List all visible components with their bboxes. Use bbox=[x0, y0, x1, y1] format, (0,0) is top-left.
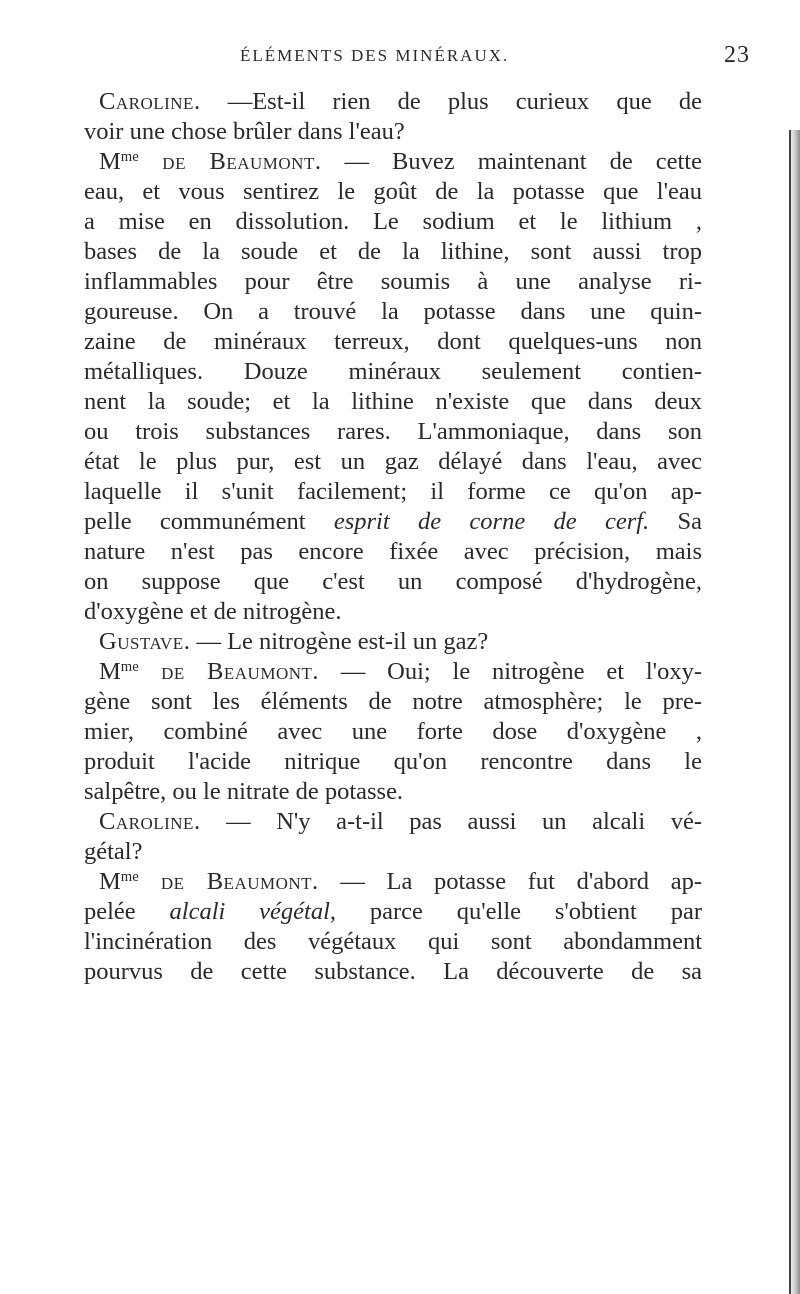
text-line: mier, combiné avec une forte dose d'oxygène , bbox=[84, 718, 702, 745]
text-line: produit l'acide nitrique qu'on rencontre dans le bbox=[84, 748, 702, 775]
text-line: gène sont les éléments de notre atmosphère; le pre- bbox=[84, 688, 702, 715]
text-line: $M^{me}$ de Beaumont. — Buvez maintenant de cette bbox=[99, 148, 702, 175]
text-line: métalliques. Douze minéraux seulement contien- bbox=[84, 358, 702, 385]
speaker-name: $M^{me}$ de Beaumont. bbox=[99, 658, 320, 685]
italic-phrase: esprit de corne de cerf. bbox=[333, 508, 650, 535]
speaker-name: $M^{me}$ de Beaumont. bbox=[99, 148, 322, 175]
text-line: zaine de minéraux terreux, dont quelques-uns non bbox=[84, 328, 702, 355]
text-line: nent la soude; et la lithine n'existe que dans deux bbox=[84, 388, 702, 415]
text-line: $M^{me}$ de Beaumont. — La potasse fut d'abord ap- bbox=[99, 868, 702, 895]
text-line: a mise en dissolution. Le sodium et le lithium , bbox=[84, 208, 702, 235]
text-line: nature n'est pas encore fixée avec précision, mais bbox=[84, 538, 702, 565]
text-line: bases de la soude et de la lithine, sont aussi trop bbox=[84, 238, 702, 265]
text-line: Gustave. — Le nitrogène est-il un gaz? bbox=[99, 628, 489, 655]
italic-phrase: alcali végétal, bbox=[169, 898, 337, 925]
text-line: goureuse. On a trouvé la potasse dans une quin- bbox=[84, 298, 702, 325]
text-line: inflammables pour être soumis à une analyse ri- bbox=[84, 268, 702, 295]
text-line: on suppose que c'est un composé d'hydrogène, bbox=[84, 568, 702, 595]
speaker-name: $M^{me}$ de Beaumont. bbox=[99, 868, 319, 895]
text-line: voir une chose brûler dans l'eau? bbox=[84, 118, 405, 145]
text-line: d'oxygène et de nitrogène. bbox=[84, 598, 342, 625]
text-line: l'incinération des végétaux qui sont abondamment bbox=[84, 928, 702, 955]
page-number: 23 bbox=[724, 42, 750, 68]
text-line: $M^{me}$ de Beaumont. — Oui; le nitrogène et l'oxy- bbox=[99, 658, 702, 685]
text-line: salpêtre, ou le nitrate de potasse. bbox=[84, 778, 404, 805]
speaker-name: Caroline. bbox=[99, 808, 201, 835]
text-line: pourvus de cette substance. La découverte de sa bbox=[84, 958, 702, 985]
speaker-name: Caroline. bbox=[99, 88, 201, 115]
text-line: état le plus pur, est un gaz délayé dans l'eau, avec bbox=[84, 448, 702, 475]
text-line: pelle communément esprit de corne de cerf. Sa bbox=[84, 508, 703, 535]
text-line: ou trois substances rares. L'ammoniaque, dans son bbox=[84, 418, 702, 445]
text-line: Caroline. — N'y a-t-il pas aussi un alcali vé- bbox=[99, 808, 702, 835]
text-line: pelée alcali végétal, parce qu'elle s'obtient par bbox=[84, 898, 702, 925]
running-title: ÉLÉMENTS DES MINÉRAUX. bbox=[240, 46, 510, 65]
text-line: gétal? bbox=[84, 838, 143, 865]
text-line: laquelle il s'unit facilement; il forme ce qu'on ap- bbox=[84, 478, 702, 505]
text-line: eau, et vous sentirez le goût de la potasse que l'eau bbox=[84, 178, 702, 205]
speaker-name: Gustave. bbox=[99, 628, 191, 655]
text-line: Caroline. —Est-il rien de plus curieux que de bbox=[99, 88, 702, 115]
page-edge-line bbox=[789, 130, 791, 1294]
